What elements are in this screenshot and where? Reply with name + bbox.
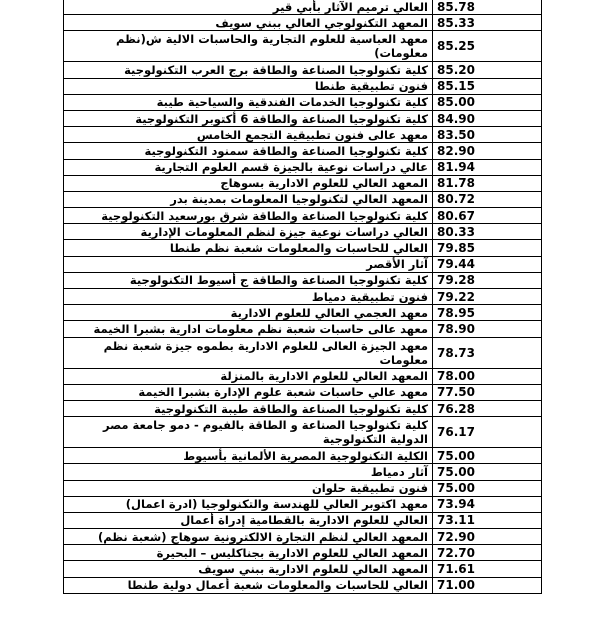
score-cell: 84.90 xyxy=(433,110,542,126)
institute-name-cell: معهد العجمي العالي للعلوم الادارية xyxy=(64,305,433,321)
table-row xyxy=(64,15,542,31)
score-cell: 80.33 xyxy=(433,224,542,240)
table-row xyxy=(64,368,542,384)
institute-name-cell: كلية تكنولوجيا الصناعة والطاقة ج أسيوط التكنولوجية xyxy=(64,272,433,288)
table-row xyxy=(64,94,542,110)
institute-name-cell: فنون تطبيقية دمياط xyxy=(64,289,433,305)
table-row xyxy=(64,384,542,400)
table-row xyxy=(64,159,542,175)
institute-name-cell: فنون تطبيقية حلوان xyxy=(64,480,433,496)
institute-name-cell: الكلية التكنولوجية المصرية الألمانية بأسيوط xyxy=(64,448,433,464)
institute-name-cell: معهد الجيزة العالى للعلوم الادارية بطموه جيزة شعبة نظم معلومات xyxy=(64,337,433,368)
institute-name-cell: كلية تكنولوجيا الصناعة والطاقة برج العرب التكنولوجية xyxy=(64,62,433,78)
score-cell: 75.00 xyxy=(433,480,542,496)
institute-name-cell: العالي للحاسبات والمعلومات شعبة أعمال دولية طنطا xyxy=(64,577,433,593)
score-cell: 75.00 xyxy=(433,464,542,480)
table-row xyxy=(64,496,542,512)
results-table-body xyxy=(64,0,542,593)
table-row xyxy=(64,191,542,207)
table-row xyxy=(64,545,542,561)
table-row xyxy=(64,175,542,191)
institute-name-cell: معهد عالي حاسبات شعبة علوم الإدارة بشبرا الخيمة xyxy=(64,384,433,400)
score-cell: 76.17 xyxy=(433,417,542,448)
table-row xyxy=(64,305,542,321)
institute-name-cell: المعهد العالي للعلوم الادارية بجناكليس – البحيرة xyxy=(64,545,433,561)
score-cell: 73.11 xyxy=(433,512,542,528)
score-cell: 85.25 xyxy=(433,31,542,62)
score-cell: 78.95 xyxy=(433,305,542,321)
table-row xyxy=(64,448,542,464)
score-cell: 80.72 xyxy=(433,191,542,207)
score-cell: 85.00 xyxy=(433,94,542,110)
score-cell: 78.00 xyxy=(433,368,542,384)
table-row xyxy=(64,400,542,416)
table-row xyxy=(64,110,542,126)
table-row xyxy=(64,464,542,480)
table-row xyxy=(64,240,542,256)
score-cell: 85.20 xyxy=(433,62,542,78)
table-row xyxy=(64,143,542,159)
score-cell: 71.61 xyxy=(433,561,542,577)
table-row xyxy=(64,337,542,368)
score-cell: 73.94 xyxy=(433,496,542,512)
institute-name-cell: معهد عالى حاسبات شعبة نظم معلومات ادارية بشبرا الخيمة xyxy=(64,321,433,337)
table-row xyxy=(64,272,542,288)
table-row xyxy=(64,256,542,272)
score-cell: 82.90 xyxy=(433,143,542,159)
institute-name-cell: كلية تكنولوجيا الصناعة والطاقة شرق بورسعيد التكنولوجية xyxy=(64,208,433,224)
score-cell: 85.33 xyxy=(433,15,542,31)
score-cell: 80.67 xyxy=(433,208,542,224)
institute-name-cell: المعهد العالي لنظم التجارة الالكترونية سوهاج (شعبة نظم) xyxy=(64,529,433,545)
institute-name-cell: العالي للحاسبات والمعلومات شعبة نظم طنطا xyxy=(64,240,433,256)
institute-name-cell: معهد العباسية للعلوم التجارية والحاسبات الالية ش(نظم معلومات) xyxy=(64,31,433,62)
institute-name-cell: المعهد العالي للعلوم الادارية بسوهاج xyxy=(64,175,433,191)
institute-name-cell: كلية تكنولوجيا الصناعة و الطاقة بالفيوم - دمو جامعة مصر الدولية التكنولوجية xyxy=(64,417,433,448)
score-cell: 81.94 xyxy=(433,159,542,175)
institute-name-cell: معهد عالى فنون تطبيقية التجمع الخامس xyxy=(64,127,433,143)
table-row xyxy=(64,224,542,240)
score-cell: 72.70 xyxy=(433,545,542,561)
institute-name-cell: معهد اكتوبر العالي للهندسة والتكنولوجيا (ادرة اعمال) xyxy=(64,496,433,512)
results-table-container xyxy=(63,0,541,594)
score-cell: 85.78 xyxy=(433,0,542,15)
table-row xyxy=(64,321,542,337)
institute-name-cell: المعهد العالي للعلوم الادارية ببني سويف xyxy=(64,561,433,577)
score-cell: 78.73 xyxy=(433,337,542,368)
institute-name-cell: كلية تكنولوجيا الصناعة والطاقة 6 أكتوبر التكنولوجية xyxy=(64,110,433,126)
score-cell: 83.50 xyxy=(433,127,542,143)
score-cell: 79.85 xyxy=(433,240,542,256)
table-row xyxy=(64,561,542,577)
institute-name-cell: كلية تكنولوجيا الصناعة والطاقة سمنود التكنولوجية xyxy=(64,143,433,159)
institute-name-cell: المعهد العالي للعلوم الادارية بالمنزلة xyxy=(64,368,433,384)
institute-name-cell: كلية تكنولوجيا الخدمات الفندقية والسياحية طيبة xyxy=(64,94,433,110)
table-row xyxy=(64,0,542,15)
table-row xyxy=(64,529,542,545)
table-row xyxy=(64,512,542,528)
score-cell: 71.00 xyxy=(433,577,542,593)
institute-name-cell: المعهد العالي لتكنولوجيا المعلومات بمدينة بدر xyxy=(64,191,433,207)
institute-name-cell: العالي ترميم الآثار بأبي قير xyxy=(64,0,433,15)
institute-name-cell: فنون تطبيقية طنطا xyxy=(64,78,433,94)
institute-name-cell: آثار دمياط xyxy=(64,464,433,480)
institute-name-cell: عالي دراسات نوعية بالجيزة قسم العلوم التجارية xyxy=(64,159,433,175)
score-cell: 79.28 xyxy=(433,272,542,288)
table-row xyxy=(64,127,542,143)
score-cell: 81.78 xyxy=(433,175,542,191)
table-row xyxy=(64,62,542,78)
table-row xyxy=(64,78,542,94)
table-row xyxy=(64,577,542,593)
table-row xyxy=(64,208,542,224)
institute-name-cell: كلية تكنولوجيا الصناعة والطاقة طيبة التكنولوجية xyxy=(64,400,433,416)
table-row xyxy=(64,31,542,62)
score-cell: 85.15 xyxy=(433,78,542,94)
table-row xyxy=(64,480,542,496)
institute-name-cell: المعهد التكنولوجي العالي ببني سويف xyxy=(64,15,433,31)
score-cell: 76.28 xyxy=(433,400,542,416)
score-cell: 79.22 xyxy=(433,289,542,305)
table-row xyxy=(64,289,542,305)
table-row xyxy=(64,417,542,448)
score-cell: 75.00 xyxy=(433,448,542,464)
results-table xyxy=(63,0,542,594)
institute-name-cell: آثار الأقصر xyxy=(64,256,433,272)
institute-name-cell: العالي دراسات نوعية جيزة لنظم المعلومات الإدارية xyxy=(64,224,433,240)
institute-name-cell: العالي للعلوم الادارية بالقطامية إدراة أعمال xyxy=(64,512,433,528)
score-cell: 77.50 xyxy=(433,384,542,400)
score-cell: 79.44 xyxy=(433,256,542,272)
score-cell: 78.90 xyxy=(433,321,542,337)
score-cell: 72.90 xyxy=(433,529,542,545)
